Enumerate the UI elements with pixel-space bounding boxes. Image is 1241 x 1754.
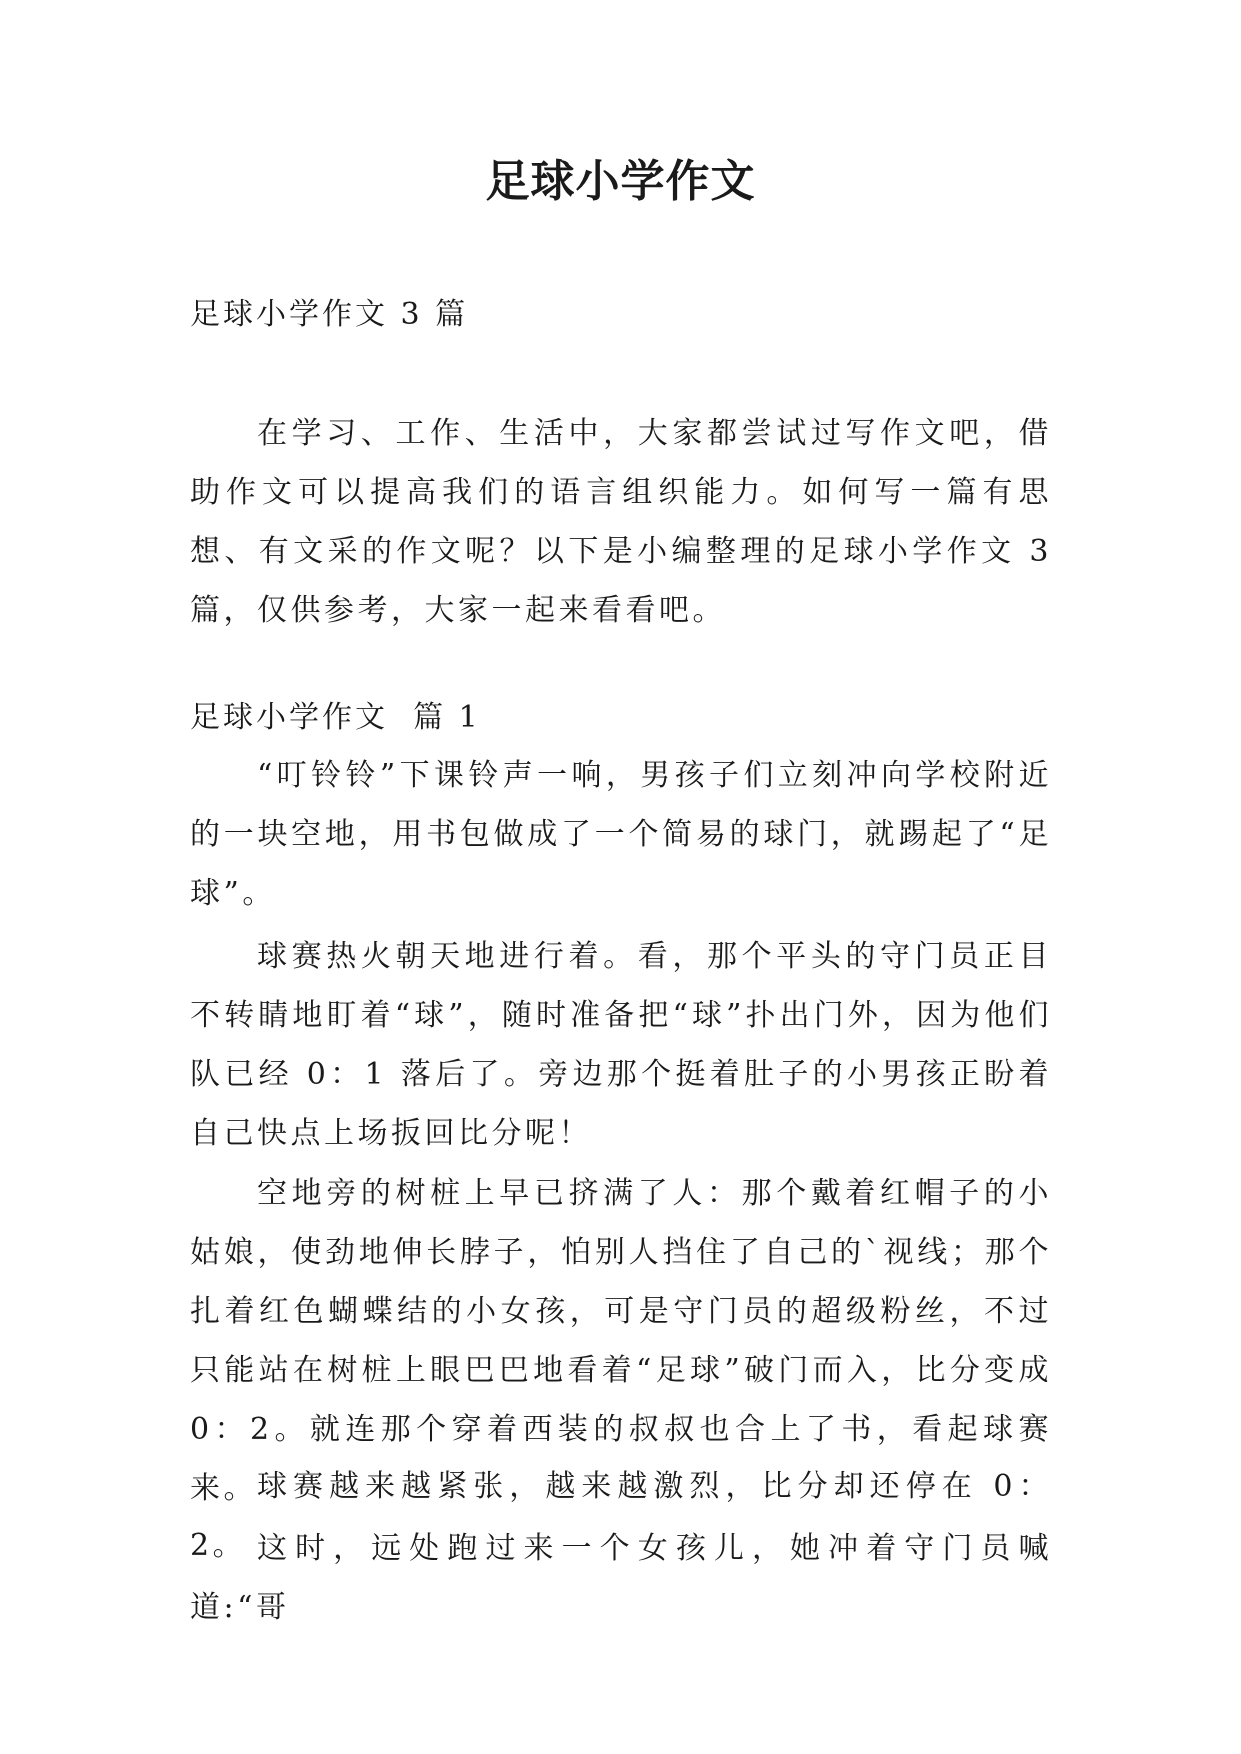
body-paragraph-2: 球赛热火朝天地进行着。看，那个平头的守门员正目不转睛地盯着“球”，随时准备把“球”扑出门外，因为他们队已经 0：1 落后了。旁边那个挺着肚子的小男孩正盼着自己快点上场扳回比分呢！ bbox=[190, 939, 1052, 1151]
document-subtitle: 足球小学作文 3 篇 bbox=[190, 297, 469, 332]
document-title: 足球小学作文 bbox=[485, 156, 756, 207]
section-heading: 足球小学作文 篇 1 bbox=[190, 700, 481, 735]
body-paragraph-1: “叮铃铃”下课铃声一响，男孩子们立刻冲向学校附近的一块空地，用书包做成了一个简易的球门，就踢起了“足球”。 bbox=[190, 758, 1052, 911]
body-paragraph-5: 这时，远处跑过来一个女孩儿，她冲着守门员喊道:“哥 bbox=[190, 1531, 1052, 1625]
body-paragraph-3: 空地旁的树桩上早已挤满了人：那个戴着红帽子的小姑娘，使劲地伸长脖子，怕别人挡住了自己的`视线；那个扎着红色蝴蝶结的小女孩，可是守门员的超级粉丝，不过只能站在树桩上眼巴巴地看着“足球”破门而入，比分变成 0：2。就连那个穿着西装的叔叔也合上了书，看起球赛来。 bbox=[190, 1176, 1052, 1506]
intro-paragraph: 在学习、工作、生活中，大家都尝试过写作文吧，借助作文可以提高我们的语言组织能力。如何写一篇有思想、有文采的作文呢？以下是小编整理的足球小学作文 3 篇，仅供参考，大家一起来看看吧。 bbox=[190, 416, 1052, 628]
body-paragraph-4: 球赛越来越紧张，越来越激烈，比分却还停在 0：2。 bbox=[190, 1469, 1052, 1563]
